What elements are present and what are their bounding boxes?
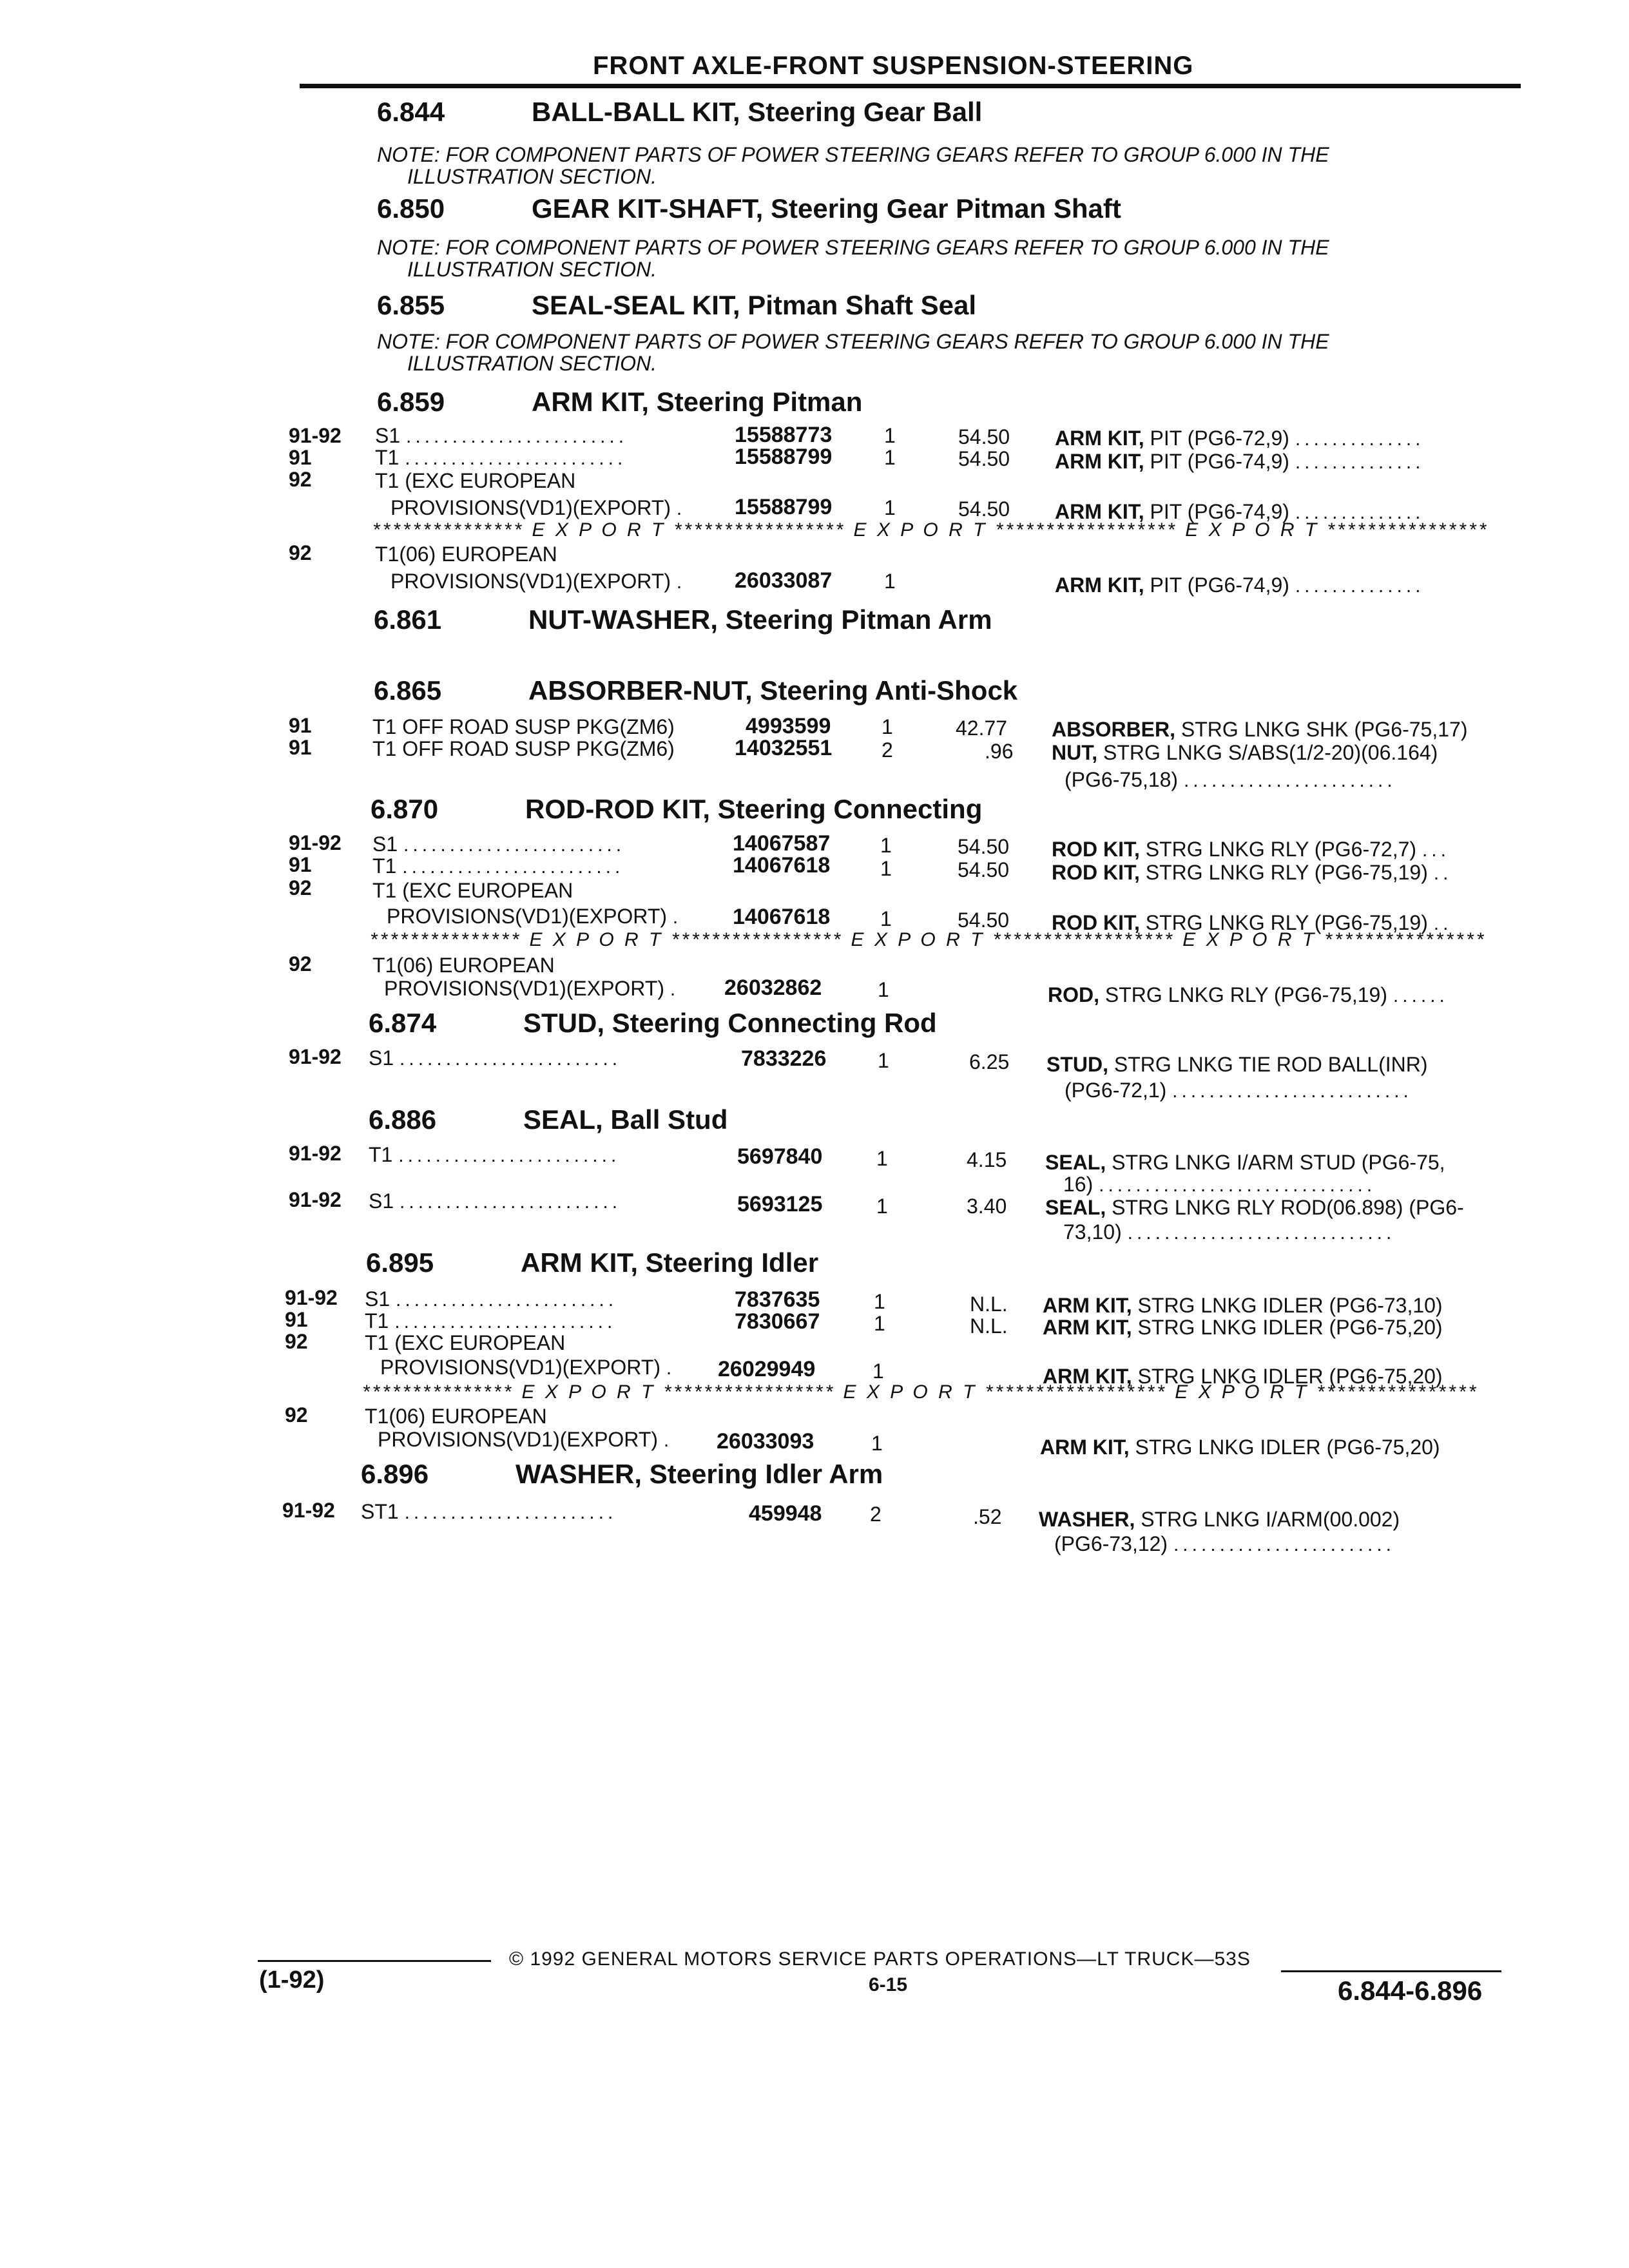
model-year: 91	[285, 1308, 308, 1331]
price: N.L.	[970, 1293, 1008, 1316]
application: T1 (EXC EUROPEAN	[372, 879, 574, 902]
section-number: 6.859	[377, 387, 445, 417]
part-reference: ROD KIT, STRG LNKG RLY (PG6-72,7) ...	[1052, 838, 1450, 861]
application: T1 (EXC EUROPEAN	[365, 1331, 566, 1354]
application-cont: PROVISIONS(VD1)(EXPORT) .	[390, 570, 686, 593]
model-year: 91	[289, 736, 312, 759]
part-reference-cont: 16) ..............................	[1063, 1173, 1376, 1196]
price: N.L.	[970, 1314, 1008, 1338]
quantity: 1	[876, 1147, 888, 1170]
section-keyword: BALL-BALL KIT,	[532, 97, 740, 127]
application-cont: PROVISIONS(VD1)(EXPORT) .	[390, 496, 686, 519]
model-year: 91-92	[289, 831, 342, 854]
part-reference: ARM KIT, PIT (PG6-74,9) ..............	[1055, 573, 1425, 597]
price: 54.50	[958, 908, 1010, 932]
section-name: Ball Stud	[610, 1104, 728, 1135]
part-number: 26029949	[718, 1357, 816, 1381]
section-note: NOTE: FOR COMPONENT PARTS OF POWER STEERING GEARS REFER TO GROUP 6.000 IN THE	[377, 143, 1329, 166]
application: T1 OFF ROAD SUSP PKG(ZM6)	[372, 737, 675, 760]
section-note-cont: ILLUSTRATION SECTION.	[407, 165, 657, 188]
export-divider: *************** E X P O R T ***************** E X P O R T ****************** E X P O R T ****************	[370, 929, 1487, 950]
part-reference: ARM KIT, PIT (PG6-74,9) ..............	[1055, 450, 1425, 473]
application: S1 ........................	[369, 1189, 622, 1213]
application: T1 ........................	[375, 446, 627, 469]
footer-rule-left	[258, 1960, 491, 1962]
quantity: 1	[884, 496, 896, 519]
part-number: 7833226	[741, 1046, 827, 1071]
application: S1 ........................	[369, 1046, 622, 1070]
part-reference-cont: 73,10) .............................	[1063, 1220, 1396, 1244]
section-heading-6844	[377, 97, 982, 128]
section-heading-6874	[369, 1008, 937, 1039]
export-divider: *************** E X P O R T ***************** E X P O R T ****************** E X P O R T ****************	[372, 519, 1489, 541]
application: S1 ........................	[375, 424, 628, 447]
section-keyword: ARM KIT,	[532, 387, 649, 417]
section-keyword: SEAL-SEAL KIT,	[532, 290, 740, 320]
section-keyword: ROD-ROD KIT,	[525, 794, 710, 824]
page-number: 6-15	[869, 1974, 908, 1995]
model-year: 92	[289, 876, 312, 899]
part-reference: ARM KIT, PIT (PG6-74,9) ..............	[1055, 500, 1425, 523]
quantity: 2	[870, 1503, 882, 1526]
application: S1 ........................	[372, 832, 626, 856]
model-year: 91-92	[289, 1188, 342, 1211]
application: T1(06) EUROPEAN	[365, 1405, 547, 1428]
price: 54.50	[958, 858, 1010, 881]
quantity: 1	[874, 1290, 885, 1313]
price: 54.50	[958, 497, 1010, 521]
application: T1 (EXC EUROPEAN	[375, 469, 576, 492]
section-keyword: NUT-WASHER,	[528, 604, 718, 635]
application: T1 ........................	[372, 854, 624, 878]
section-name: Steering Connecting	[717, 794, 983, 824]
quantity: 1	[878, 978, 889, 1001]
part-reference: ARM KIT, STRG LNKG IDLER (PG6-75,20)	[1040, 1436, 1440, 1459]
model-year: 91-92	[289, 1045, 342, 1068]
quantity: 1	[871, 1432, 883, 1455]
price: 6.25	[969, 1050, 1010, 1073]
section-keyword: WASHER,	[516, 1459, 642, 1489]
part-number: 7837635	[735, 1287, 820, 1312]
part-reference: ARM KIT, PIT (PG6-72,9) ..............	[1055, 427, 1425, 450]
page-title: FRONT AXLE-FRONT SUSPENSION-STEERING	[593, 52, 1194, 80]
quantity: 2	[882, 738, 893, 762]
quantity: 1	[884, 424, 896, 447]
part-number: 26033087	[735, 568, 833, 593]
section-name: Steering Idler Arm	[649, 1459, 883, 1489]
section-name: Steering Pitman	[656, 387, 863, 417]
section-name: Steering Gear Ball	[747, 97, 983, 127]
part-reference: STUD, STRG LNKG TIE ROD BALL(INR)	[1046, 1053, 1428, 1076]
section-range: 6.844-6.896	[1338, 1975, 1483, 2006]
section-heading-6861	[374, 604, 992, 635]
section-heading-6870	[371, 794, 982, 825]
model-year: 91-92	[282, 1499, 335, 1522]
section-number: 6.874	[369, 1008, 437, 1038]
quantity: 1	[880, 834, 892, 857]
application-cont: PROVISIONS(VD1)(EXPORT) .	[380, 1356, 676, 1379]
part-reference: ROD, STRG LNKG RLY (PG6-75,19) ......	[1048, 983, 1449, 1006]
quantity: 1	[884, 446, 896, 469]
section-keyword: GEAR KIT-SHAFT,	[532, 193, 764, 224]
section-number: 6.896	[361, 1459, 429, 1489]
application: T1 ........................	[365, 1309, 617, 1332]
quantity: 1	[880, 857, 892, 880]
section-keyword: ABSORBER-NUT,	[528, 675, 753, 706]
section-note: NOTE: FOR COMPONENT PARTS OF POWER STEERING GEARS REFER TO GROUP 6.000 IN THE	[377, 330, 1329, 353]
application-cont: PROVISIONS(VD1)(EXPORT) .	[378, 1428, 673, 1451]
part-reference: WASHER, STRG LNKG I/ARM(00.002)	[1039, 1508, 1400, 1531]
part-reference: ARM KIT, STRG LNKG IDLER (PG6-73,10)	[1043, 1294, 1443, 1317]
model-year: 92	[289, 541, 312, 564]
part-number: 14032551	[735, 736, 833, 760]
section-number: 6.886	[369, 1104, 437, 1135]
footer-rule-right	[1281, 1970, 1501, 1972]
model-year: 92	[285, 1403, 308, 1427]
application-cont: PROVISIONS(VD1)(EXPORT) .	[384, 977, 680, 1000]
price: .96	[985, 740, 1014, 763]
model-year: 91-92	[285, 1286, 338, 1309]
quantity: 1	[872, 1360, 884, 1383]
part-number: 15588799	[735, 495, 833, 519]
application: T1(06) EUROPEAN	[375, 543, 557, 566]
price: .52	[973, 1505, 1002, 1528]
section-number: 6.861	[374, 604, 442, 635]
model-year: 91	[289, 714, 312, 737]
part-reference-cont: (PG6-72,1) ..........................	[1065, 1079, 1412, 1102]
section-note-cont: ILLUSTRATION SECTION.	[407, 258, 657, 281]
application: S1 ........................	[365, 1287, 618, 1311]
quantity: 1	[880, 907, 892, 930]
part-reference: ARM KIT, STRG LNKG IDLER (PG6-75,20)	[1043, 1316, 1443, 1339]
part-reference: ROD KIT, STRG LNKG RLY (PG6-75,19) ..	[1052, 861, 1452, 884]
section-heading-6896	[361, 1459, 883, 1490]
section-heading-6886	[369, 1104, 728, 1135]
part-reference: ABSORBER, STRG LNKG SHK (PG6-75,17)	[1052, 718, 1468, 741]
part-reference: NUT, STRG LNKG S/ABS(1/2-20)(06.164)	[1052, 741, 1438, 764]
section-name: Steering Connecting Rod	[612, 1008, 937, 1038]
price: 3.40	[967, 1195, 1007, 1218]
part-reference: ROD KIT, STRG LNKG RLY (PG6-75,19) ..	[1052, 911, 1452, 934]
header-rule	[300, 84, 1521, 88]
part-number: 5693125	[737, 1192, 823, 1216]
part-number: 15588799	[735, 445, 833, 469]
part-reference: SEAL, STRG LNKG I/ARM STUD (PG6-75,	[1045, 1151, 1445, 1174]
revision-date: (1-92)	[259, 1966, 325, 1994]
quantity: 1	[878, 1049, 889, 1072]
price: 54.50	[958, 447, 1010, 470]
part-reference: ARM KIT, STRG LNKG IDLER (PG6-75,20)	[1043, 1365, 1443, 1388]
price: 54.50	[958, 425, 1010, 448]
section-name: Pitman Shaft Seal	[747, 290, 977, 320]
price: 4.15	[967, 1148, 1007, 1171]
price: 42.77	[956, 716, 1008, 740]
model-year: 92	[285, 1330, 308, 1353]
application: T1(06) EUROPEAN	[372, 954, 555, 977]
section-name: Steering Anti-Shock	[760, 675, 1018, 706]
section-note: NOTE: FOR COMPONENT PARTS OF POWER STEERING GEARS REFER TO GROUP 6.000 IN THE	[377, 236, 1329, 259]
section-keyword: STUD,	[523, 1008, 604, 1038]
section-heading-6895	[366, 1247, 818, 1278]
application: T1 OFF ROAD SUSP PKG(ZM6)	[372, 715, 675, 738]
copyright: © 1992 GENERAL MOTORS SERVICE PARTS OPERATIONS—LT TRUCK—53S	[509, 1948, 1251, 1970]
section-number: 6.865	[374, 675, 442, 706]
price: 54.50	[958, 835, 1010, 858]
section-name: Steering Gear Pitman Shaft	[771, 193, 1121, 224]
part-number: 14067587	[733, 831, 831, 856]
quantity: 1	[876, 1195, 888, 1218]
part-number: 5697840	[737, 1144, 823, 1169]
part-reference: SEAL, STRG LNKG RLY ROD(06.898) (PG6-	[1045, 1196, 1464, 1219]
model-year: 91-92	[289, 424, 342, 447]
section-number: 6.895	[366, 1247, 434, 1278]
section-name: Steering Pitman Arm	[725, 604, 992, 635]
section-heading-6865	[374, 675, 1017, 706]
application-cont: PROVISIONS(VD1)(EXPORT) .	[387, 905, 682, 928]
section-keyword: SEAL,	[523, 1104, 603, 1135]
quantity: 1	[884, 570, 896, 593]
part-number: 7830667	[735, 1309, 820, 1334]
section-keyword: ARM KIT,	[521, 1247, 638, 1278]
section-heading-6855	[377, 290, 976, 321]
section-heading-6859	[377, 387, 862, 418]
part-number: 15588773	[735, 423, 833, 447]
section-name: Steering Idler	[645, 1247, 819, 1278]
export-divider: *************** E X P O R T ***************** E X P O R T ****************** E X P O R T ****************	[362, 1381, 1479, 1403]
section-number: 6.855	[377, 290, 445, 320]
part-number: 14067618	[733, 905, 831, 929]
quantity: 1	[882, 715, 893, 738]
model-year: 92	[289, 952, 312, 975]
part-number: 459948	[749, 1501, 822, 1526]
application: ST1 .......................	[361, 1500, 617, 1523]
part-reference-cont: (PG6-73,12) ........................	[1054, 1532, 1396, 1555]
quantity: 1	[874, 1312, 885, 1335]
section-heading-6850	[377, 193, 1121, 224]
section-number: 6.870	[371, 794, 439, 824]
part-number: 26032862	[724, 975, 822, 1000]
part-number: 26033093	[717, 1429, 815, 1454]
section-number: 6.850	[377, 193, 445, 224]
section-number: 6.844	[377, 97, 445, 127]
model-year: 92	[289, 468, 312, 491]
section-note-cont: ILLUSTRATION SECTION.	[407, 352, 657, 375]
model-year: 91	[289, 853, 312, 876]
model-year: 91	[289, 446, 312, 469]
application: T1 ........................	[369, 1143, 621, 1166]
model-year: 91-92	[289, 1142, 342, 1165]
part-number: 14067618	[733, 853, 831, 878]
part-number: 4993599	[746, 714, 831, 738]
part-reference-cont: (PG6-75,18) .......................	[1065, 768, 1396, 791]
